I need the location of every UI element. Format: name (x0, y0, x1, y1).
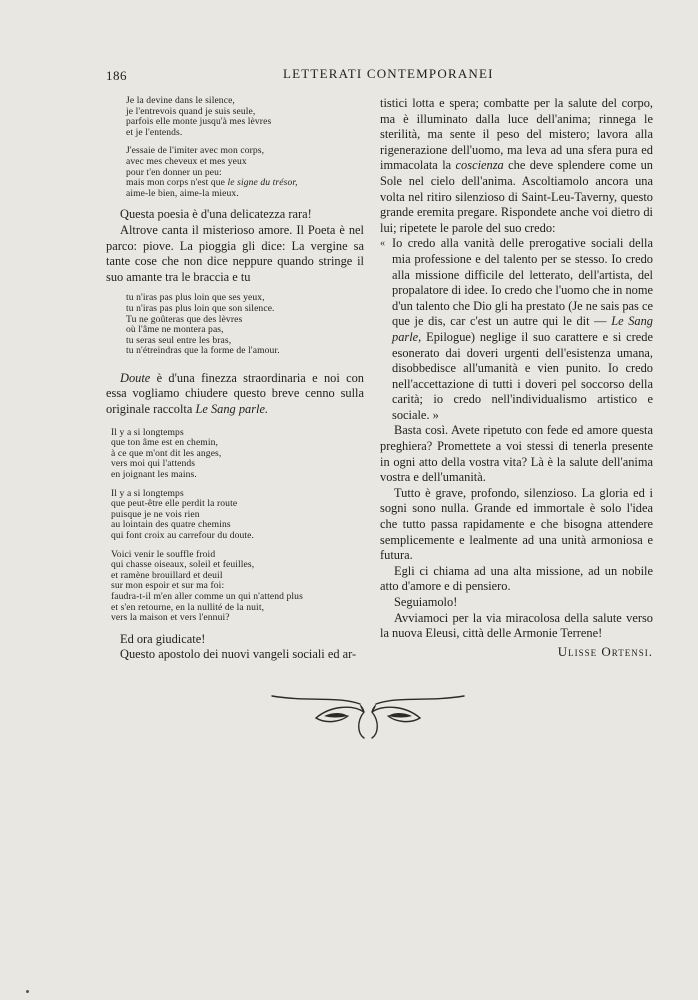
paragraph: Tutto è grave, profondo, silenzioso. La gloria ed i sogni sono nulla. Grande ed immortale è solo l'idea che tutto passa rapidamente e che bisogna attendere semplicemente e lealmente ad una unità armoniosa e futura. (380, 485, 653, 563)
paragraph: Questa poesia è d'una delicatezza rara! (120, 207, 312, 222)
verse-line: faudra-t-il m'en aller comme un qui n'attend plus (111, 590, 303, 602)
verse-line: vers la maison et vers l'ennui? (111, 612, 230, 624)
verse-line: et s'en retourne, en la nullité de la nuit, (111, 601, 265, 613)
verse-line: qui font croix au carrefour du doute. (111, 530, 255, 541)
paragraph: Altrove canta il misterioso amore. Il Poeta è nel parco: piove. La pioggia gli dice: La vergine sa tante cose che non dice neppure quando stringe il suo amante tra le braccia e tu (106, 222, 364, 284)
verse-line: Je la devine dans le silence, (126, 95, 235, 106)
paragraph: Seguiamolo! (394, 595, 458, 609)
verse-line: Voici venir le souffle froid (111, 548, 216, 560)
paragraph-text: tistici lotta e spera; combatte per la salute del corpo, ma è illuminato dalla luce dell'anima; rinnega le sterilità, ma sente il peso del mistero; lavora alla rigenerazione dell'uomo, ma leva ad una sfera pura ed immacolata la (380, 96, 653, 173)
poem-3-stanza-3 (111, 550, 364, 624)
paragraph: Basta così. Avete ripetuto con fede ed amore questa preghiera? Promettete a voi stessi di tenerla presente in ogni atto della vostra vita? Là è la salute dell'anima vostra e dell'umanità. (380, 423, 653, 485)
poem-3-stanza-1 (111, 428, 364, 481)
verse-line: tu n'iras pas plus loin que son silence. (126, 302, 275, 314)
creed-text-a: Io credo alla vanità delle prerogative sociali della mia professione e del talento per se stesso. Io credo alla missione difficile del letterato, dell'artista, del propalatore di idee. Io credo che l'uomo che in nome d'un talento che Dio gli ha prestato (Je ne sais pas ce que je dis, car c'est un autre qui le dit — (392, 236, 653, 329)
right-column (380, 96, 653, 659)
verse-line: et je l'entends. (126, 126, 183, 138)
verse-line: pour t'en donner un peu: (126, 166, 222, 178)
poem-1-stanza-1 (126, 96, 364, 138)
poem-1 (106, 96, 364, 199)
verse-line: où l'âme ne montera pas, (126, 324, 224, 336)
paragraph: Avviamoci per la via miracolosa della salute verso la nuova Eleusi, città delle Armonie Terrene! (380, 610, 653, 641)
verse-line: je l'entrevois quand je suis seule, (126, 105, 256, 117)
paragraph (380, 96, 653, 236)
paragraph (106, 371, 364, 418)
creed-text (380, 236, 653, 423)
verse-line: Tu ne goûteras que des lèvres (126, 313, 243, 325)
verse-line: à ce que m'ont dit les anges, (111, 447, 222, 459)
verse-line: sur mon espoir et sur ma foi: (111, 580, 225, 592)
ornament-icon (268, 682, 468, 742)
page-number: 186 (106, 68, 127, 83)
verse-line: qui chasse oiseaux, soleil et feuilles, (111, 559, 255, 571)
italic-title: Le Sang parle, (392, 314, 653, 344)
poem-2 (106, 293, 364, 357)
running-header: LETTERATI CONTEMPORANEI (283, 66, 494, 81)
verse-line: au lointain des quatre chemins (111, 519, 231, 531)
paragraph-text: è d'una finezza straordinaria e noi con essa vogliamo chiudere questo breve cenno sulla originale raccolta (106, 370, 364, 417)
creed-quote (380, 236, 653, 423)
verse-line: que ton âme est en chemin, (111, 437, 219, 449)
verse-line: vers moi qui l'attends (111, 458, 196, 470)
verse-line: aime-le bien, aime-la mieux. (126, 187, 239, 199)
verse-line: puisque je ne vois rien (111, 508, 200, 520)
italic-word: coscienza (455, 158, 504, 173)
paragraph: Questo apostolo dei nuovi vangeli sociali ed ar- (120, 647, 357, 662)
verse-line: Il y a si longtemps (111, 426, 184, 438)
verse-line: J'essaie de l'imiter avec mon corps, (126, 145, 265, 157)
verse-line: et ramène brouillard et deuil (111, 569, 223, 581)
verse-line: Il y a si longtemps (111, 487, 184, 499)
paragraph: Egli ci chiama ad una alta missione, ad un nobile atto d'amore e di pensiero. (380, 563, 653, 594)
verse-line: avec mes cheveux et mes yeux (126, 155, 247, 167)
left-column (106, 96, 364, 663)
verse-text: mais mon corps n'est que (126, 177, 228, 189)
italic-title: Doute (120, 370, 151, 385)
ink-speck (26, 990, 29, 993)
poem-3 (106, 428, 364, 624)
verse-italic: le signe du trésor, (227, 177, 298, 189)
paragraph-text: che deve splendere come un Sole nel cielo dell'anima. Ascoltiamolo ancora una volta nel ritiro silenzioso di Saint-Leu-Taverny, questo grande eremita pregare. Rispondete anche voi dietro di lui; ripetete le parole del suo credo: (380, 158, 653, 235)
verse-line: tu n'étreindras que la forme de l'amour. (126, 345, 280, 357)
author-signature: Ulisse Ortensi. (557, 643, 653, 659)
verse-line: tu seras seul entre les bras, (126, 334, 232, 346)
verse-line: en joignant les mains. (111, 469, 197, 481)
paragraph: Ed ora giudicate! (120, 631, 206, 646)
verse-line: que peut-être elle perdit la route (111, 498, 238, 510)
verse-line: tu n'iras pas plus loin que ses yeux, (126, 292, 265, 304)
poem-3-stanza-2 (111, 489, 364, 542)
italic-title: Le Sang parle. (195, 402, 269, 417)
poem-1-stanza-2 (126, 146, 364, 199)
verse-line: parfois elle monte jusqu'à mes lèvres (126, 116, 272, 128)
creed-text-b: Epilogue) neglige il suo carattere e si crede esonerato dai doveri urgenti dell'esistenza umana, disobbedisce all'umanità e vien punito. Io credo nell'accettazione di tutti i doveri pel soccorso della carità; io credo nell'individualismo artistico e sociale. » (392, 329, 653, 422)
